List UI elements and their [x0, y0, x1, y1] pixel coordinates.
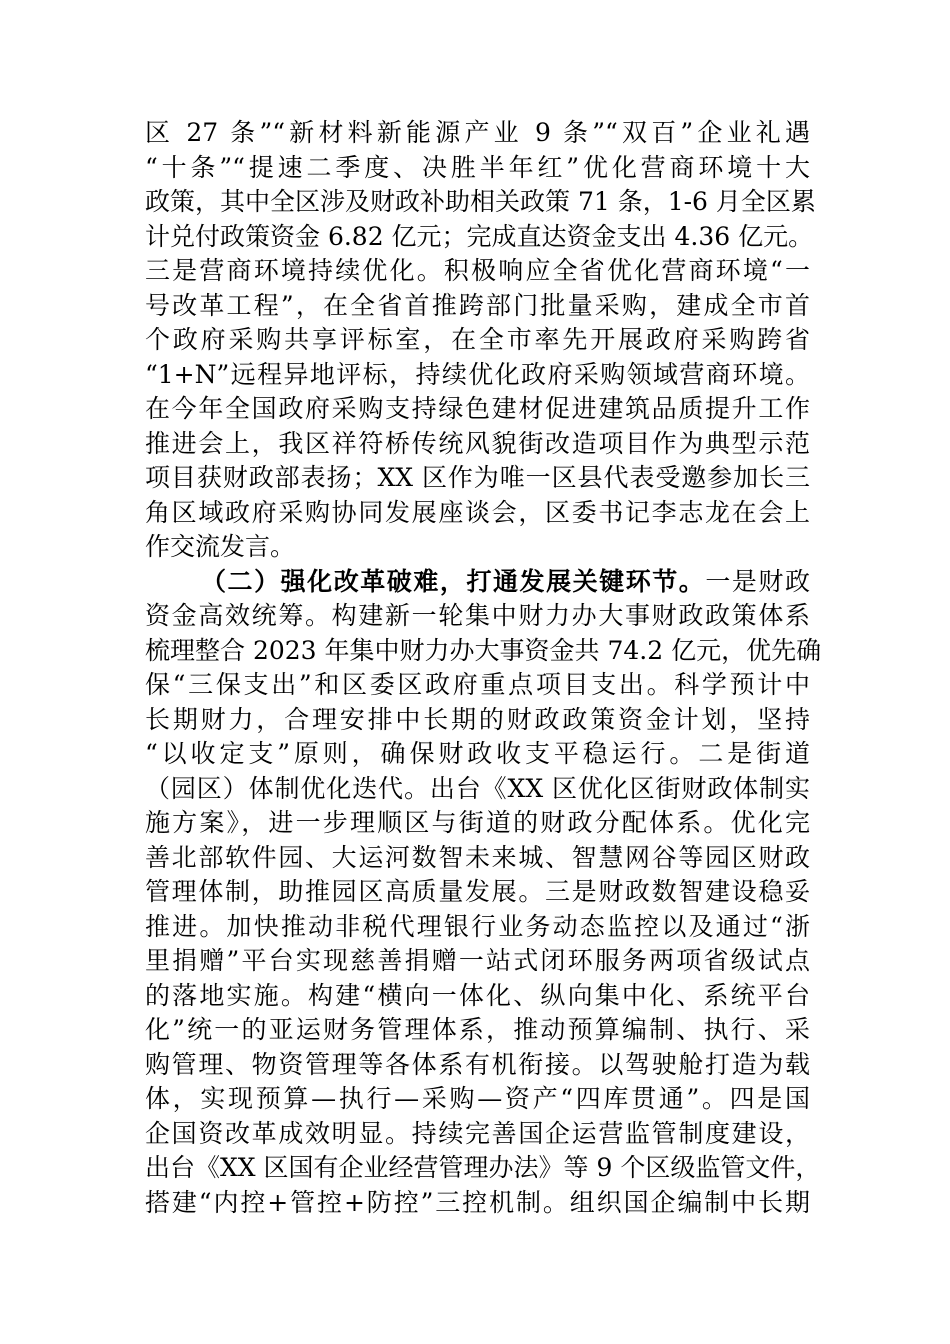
text-line: 计兑付政策资金 6.82 亿元；完成直达资金支出 4.36 亿元。: [145, 221, 814, 251]
text-line: 里捐赠”平台实现慈善捐赠一站式闭环服务两项省级试点: [145, 946, 810, 975]
text-line: 化”统一的亚运财务管理体系，推动预算编制、执行、采: [145, 1015, 810, 1044]
text-line: 个政府采购共享评标室，在全市率先开展政府采购跨省: [145, 325, 810, 354]
text-line: 出台《XX 区国有企业经营管理办法》等 9 个区级监管文件，: [145, 1153, 821, 1182]
text-line: 角区域政府采购协同发展座谈会，区委书记李志龙在会上: [145, 497, 810, 527]
text-line: 长期财力，合理安排中长期的财政政策资金计划，坚持: [145, 704, 810, 734]
text-line: 作交流发言。: [145, 532, 296, 561]
text-line: 施方案》，进一步理顺区与街道的财政分配体系。优化完: [145, 808, 810, 837]
text-line: 管理体制，助推园区高质量发展。三是财政数智建设稳妥: [145, 877, 810, 906]
body-text: [145, 116, 822, 1220]
text-line: “1+N”远程异地评标，持续优化政府采购领域营商环境。: [145, 359, 810, 389]
text-line: 政策，其中全区涉及财政补助相关政策 71 条，1-6 月全区累: [145, 187, 816, 216]
text-line: 体，实现预算—执行—采购—资产“四库贯通”。四是国: [145, 1084, 810, 1113]
text-line: 购管理、物资管理等各体系有机衔接。以驾驶舱打造为载: [145, 1049, 810, 1079]
section-heading: （二）强化改革破难，打通发展关键环节。: [201, 566, 706, 596]
text-line: （园区）体制优化迭代。出台《XX 区优化区街财政体制实: [145, 773, 810, 803]
text-line: 在今年全国政府采购支持绿色建材促进建筑品质提升工作: [145, 394, 810, 423]
paragraph-1: [145, 116, 816, 565]
paragraph-2: [145, 565, 822, 1221]
text-line: 梳理整合 2023 年集中财力办大事资金共 74.2 亿元，优先确: [145, 635, 822, 665]
paragraph-heading-line: [145, 565, 810, 600]
heading-line-rest: 一是财政: [705, 566, 810, 596]
text-line: “以收定支”原则，确保财政收支平稳运行。二是街道: [145, 739, 810, 768]
text-line: 的落地实施。构建“横向一体化、纵向集中化、系统平台: [145, 980, 810, 1010]
text-line: “十条”“提速二季度、决胜半年红”优化营商环境十大: [145, 152, 810, 182]
text-line: 推进。加快推动非税代理银行业务动态监控以及通过“浙: [145, 911, 810, 941]
text-line: 项目获财政部表扬；XX 区作为唯一区县代表受邀参加长三: [145, 463, 810, 492]
text-line: 推进会上，我区祥符桥传统风貌街改造项目作为典型示范: [145, 428, 810, 458]
text-line: 企国资改革成效明显。持续完善国企运营监管制度建设，: [145, 1118, 810, 1148]
text-line: 三是营商环境持续优化。积极响应全省优化营商环境“一: [145, 256, 810, 285]
text-line: 资金高效统筹。构建新一轮集中财力办大事财政政策体系: [145, 601, 810, 630]
text-line: 区 27 条”“新材料新能源产业 9 条”“双百”企业礼遇: [145, 118, 810, 147]
text-line: 善北部软件园、大运河数智未来城、智慧网谷等园区财政: [145, 842, 810, 872]
text-line: 保“三保支出”和区委区政府重点项目支出。科学预计中: [145, 670, 810, 699]
text-line: 搭建“内控+管控+防控”三控机制。组织国企编制中长期: [145, 1187, 810, 1217]
text-line: 号改革工程”，在全省首推跨部门批量采购，建成全市首: [145, 290, 810, 320]
